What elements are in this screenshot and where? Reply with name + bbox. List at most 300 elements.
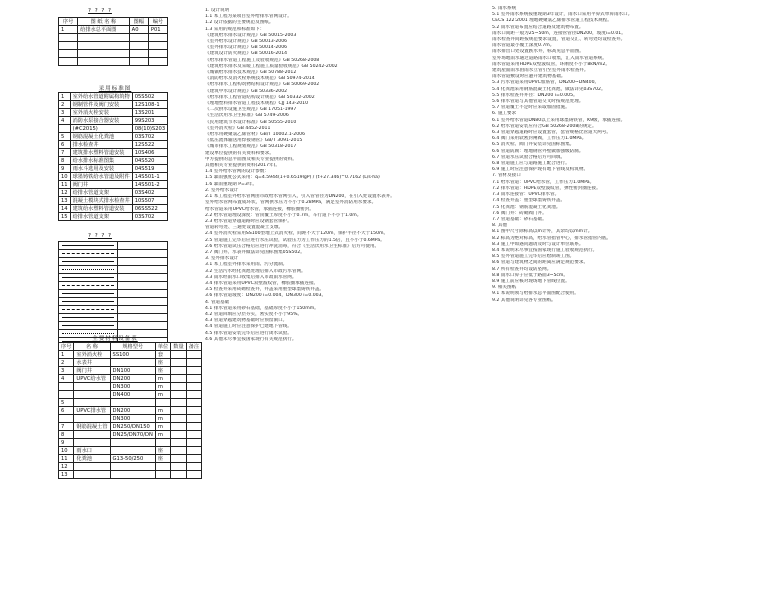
- notes-a-line: 4.6 其他未尽事宜按国家现行有关规范执行。: [205, 336, 297, 342]
- materials-row: [59, 407, 202, 415]
- notes-a-line: 管道转弯处、三通处设置混凝土支墩。: [205, 225, 284, 231]
- notes-b-line: 7.7 管道基础：砂石基础。: [492, 216, 547, 222]
- materials-cell: [171, 399, 186, 407]
- materials-row: [59, 359, 202, 367]
- drawing-list-cell: [59, 42, 78, 50]
- notes-b-line: 8. 其他: [492, 223, 508, 229]
- notes-b-line: 8.1 图中尺寸除标高以m计外，其余均以mm计。: [492, 229, 593, 235]
- materials-cell: [74, 391, 110, 399]
- materials-row: [59, 375, 202, 383]
- materials-cell: 9: [59, 439, 74, 447]
- materials-row: [59, 463, 202, 471]
- materials-cell: [110, 439, 155, 447]
- materials-cell: [186, 407, 201, 415]
- legend-symbol: [59, 322, 118, 330]
- standards-cell: 排水检查井: [70, 141, 132, 149]
- materials-cell: [186, 399, 201, 407]
- materials-cell: 7: [59, 423, 74, 431]
- drawing-list-cell: [59, 34, 78, 42]
- materials-row: [59, 439, 202, 447]
- standards-cell: 03S702: [132, 133, 167, 141]
- standards-row: [59, 157, 168, 165]
- standards-cell: 08(10)S203: [132, 125, 167, 133]
- materials-cell: [186, 471, 201, 479]
- standards-cell: 4: [59, 117, 71, 125]
- notes-b-line: 6. 施工要求: [492, 111, 517, 117]
- materials-row: [59, 471, 202, 479]
- standards-cell: 消防水泵接合器安装: [70, 117, 132, 125]
- notes-b-line: 7.2 排水管道：HDPE双壁波纹管，弹性密封圈连接。: [492, 185, 601, 191]
- standards-row: [59, 93, 168, 101]
- notes-a-line: 3.1 本工程室外排水采用雨、污分流制。: [205, 262, 288, 268]
- notes-a-line: 《给水排水工程管道结构设计规范》GB 50332-2002: [205, 94, 315, 100]
- notes-b-line: 6.5 消火栓、阀门井安装详见国标图集。: [492, 142, 575, 148]
- materials-cell: m: [155, 391, 170, 399]
- legend-symbol: [59, 306, 118, 314]
- notes-b-line: 5.1 室外雨水系统按重现期3年设计，雨水口采用平箅式单箅雨水口。: [492, 12, 633, 18]
- drawing-list-row: [59, 26, 168, 34]
- materials-cell: 12: [59, 463, 74, 471]
- drawing-list-header-cell: 编号: [148, 18, 167, 26]
- standards-cell: (#C2015): [70, 125, 132, 133]
- drawing-list-cell: [148, 50, 167, 58]
- materials-header-row: [59, 343, 202, 351]
- drawing-list-cell: [59, 58, 78, 66]
- legend-row: [59, 250, 168, 258]
- legend-line-icon: [62, 261, 114, 262]
- notes-a-line: 室外给水管网布置成环状，管网供水压力不小于0.28MPa，满足室外消防用水要求。: [205, 200, 377, 206]
- standards-cell: 12S522: [132, 141, 167, 149]
- materials-cell: [110, 463, 155, 471]
- legend-row: [59, 258, 168, 266]
- standards-row: [59, 133, 168, 141]
- drawing-list-cell: A0: [129, 26, 148, 34]
- notes-a-line: 《给水排水工程构筑物结构设计规范》GB 50069-2002: [205, 82, 320, 88]
- notes-a-line: 3.3 雨水经雨水口收集后排入市政雨水管网。: [205, 274, 297, 280]
- materials-cell: 座: [155, 455, 170, 463]
- materials-cell: [171, 471, 186, 479]
- standards-row: [59, 197, 168, 205]
- materials-cell: [74, 463, 110, 471]
- standards-cell: 钢筋混凝土化粪池: [70, 133, 132, 141]
- standards-row: [59, 149, 168, 157]
- notes-b-line: 室外场地雨水通过道路雨水口收集，汇入雨水管道系统。: [492, 55, 607, 61]
- materials-cell: [171, 375, 186, 383]
- legend-row: [59, 274, 168, 282]
- notes-b-line: 5.5 排水检查井井径：DN200 i=0.005。: [492, 92, 578, 98]
- materials-row: [59, 415, 202, 423]
- materials-row: [59, 351, 202, 359]
- notes-b-line: 9.2 其他说明详见各专业图纸。: [492, 297, 556, 303]
- notes-column-b: [492, 6, 754, 603]
- standards-row: [59, 213, 168, 221]
- notes-a-line: 3.5 检查井采用砖砌检查井，井盖采用重型球墨铸铁井盖。: [205, 287, 325, 293]
- legend-line-icon: [62, 285, 114, 286]
- notes-a-line: 3. 室外排水设计: [205, 256, 239, 262]
- standards-row: [59, 141, 168, 149]
- notes-a-line: 《消防给水及消火栓系统技术规范》GB 50974-2014: [205, 76, 315, 82]
- materials-cell: 6: [59, 407, 74, 415]
- notes-b-line: 6.6 管道防腐：埋地钢管外壁做加强级防腐。: [492, 148, 584, 154]
- legend-symbol: [59, 298, 118, 306]
- standards-cell: 8: [59, 157, 71, 165]
- materials-header-cell: 备注: [186, 343, 201, 351]
- drawing-list-header-cell: 图幅: [129, 18, 148, 26]
- notes-b-line: 5.7 管道覆土不足时应采取加固措施。: [492, 105, 570, 111]
- materials-cell: [186, 351, 201, 359]
- drawing-list-row: [59, 42, 168, 50]
- notes-a-line: 3.4 排水管道采用UPVC双壁波纹管，橡胶圈承插连接。: [205, 280, 319, 286]
- drawing-list-cell: [78, 50, 129, 58]
- legend-label: [118, 282, 168, 290]
- materials-cell: DN200: [110, 375, 155, 383]
- notes-b-line: 8.5 室外管道施工完毕后应绘制竣工图。: [492, 254, 575, 260]
- standards-cell: 03S702: [132, 213, 167, 221]
- standards-cell: 9: [59, 165, 71, 173]
- notes-b-line: 8.2 标高为绝对标高，给水管指管中心，排水管指管内底。: [492, 235, 612, 241]
- standards-cell: 11: [59, 181, 71, 189]
- notes-a-line: 《低压流体输送用焊接钢管》GB/T 3091-2015: [205, 138, 303, 144]
- standards-cell: 10S406: [132, 149, 167, 157]
- notes-a-line: 4.5 排水管道安装完毕后应进行闭水试验。: [205, 330, 292, 336]
- materials-cell: m: [155, 407, 170, 415]
- legend-symbol: [59, 258, 118, 266]
- standards-cell: 2: [59, 101, 71, 109]
- notes-a-line: 《给水排水管道工程施工及验收规范》GB 50268-2008: [205, 57, 320, 63]
- notes-b-line: 6.2 给水管道安装应符合GB 50268-2008的规定。: [492, 123, 597, 129]
- materials-cell: [171, 391, 186, 399]
- materials-cell: [171, 415, 186, 423]
- materials-cell: [171, 439, 186, 447]
- materials-cell: [171, 367, 186, 375]
- notes-b-line: 5.3 污水管道采用UPVC加筋管，DN200~DN400。: [492, 80, 600, 86]
- notes-a-line: 甲方提供的总平面图及相关专业提供的资料。: [205, 156, 297, 162]
- materials-cell: [74, 471, 110, 479]
- standards-cell: 建筑给水塑料管道安装: [70, 205, 132, 213]
- notes-a-line: 2.2 给水管道埋设深度：管顶覆土厚度不小于0.7m，车行道下不小于1.0m。: [205, 212, 362, 218]
- legend-line-icon: [62, 253, 114, 254]
- materials-cell: 座: [155, 367, 170, 375]
- materials-cell: [110, 447, 155, 455]
- materials-row: [59, 455, 202, 463]
- standards-cell: 3: [59, 109, 71, 117]
- materials-row: [59, 431, 202, 439]
- legend-line-icon: [62, 293, 114, 294]
- legend-label: [118, 314, 168, 322]
- notes-a-line: 2.5 管道施工完毕后应进行水压试验，试验压力为工作压力的1.5倍，且不小于0.6MPa。: [205, 237, 385, 243]
- materials-header-cell: 名 称: [74, 343, 110, 351]
- standards-cell: 14S501-1: [132, 173, 167, 181]
- materials-cell: 11: [59, 455, 74, 463]
- drawing-list-cell: [129, 50, 148, 58]
- legend-label: [118, 266, 168, 274]
- notes-a-line: 《城镇给水排水技术规范》GB 50788-2012: [205, 70, 297, 76]
- notes-a-line: 《室外排水设计规范》GB 50014-2006: [205, 45, 288, 51]
- legend-row: [59, 314, 168, 322]
- notes-b-line: 7.6 阀门井：砖砌阀门井。: [492, 210, 547, 216]
- materials-table: [58, 342, 202, 479]
- legend-row: [59, 322, 168, 330]
- standards-row: [59, 173, 168, 181]
- materials-cell: [74, 431, 110, 439]
- notes-a-line: 1.1 本工程为某项目室外给排水管网设计。: [205, 14, 292, 20]
- materials-cell: 3: [59, 367, 74, 375]
- notes-b-line: 6.4 阀门采用软密封闸阀，工作压力1.0MPa。: [492, 136, 587, 142]
- materials-row: [59, 367, 202, 375]
- notes-b-line: 7. 管材及接口: [492, 173, 521, 179]
- standards-cell: 14: [59, 205, 71, 213]
- notes-b-line: 7.3 雨水连接管：UPVC排水管。: [492, 192, 560, 198]
- standards-cell: 钢制管件及阀门安装: [70, 101, 132, 109]
- materials-header-cell: 规格型号: [110, 343, 155, 351]
- notes-column-a: [205, 8, 430, 603]
- notes-a-line: 3.6 排水管道坡度：DN200 i=0.004，DN300 i=0.003。: [205, 293, 327, 299]
- notes-a-line: 1.2 设计依据的主要规范及图纸。: [205, 20, 274, 26]
- notes-b-line: 6.7 管道水压试验合格后方可回填。: [492, 154, 566, 160]
- legend-line-icon: [62, 277, 114, 278]
- standards-table: [58, 92, 168, 221]
- materials-cell: DN25/DN70/DN: [110, 431, 155, 439]
- notes-a-line: 《建筑设计防火规范》GB 50016-2014: [205, 51, 288, 57]
- materials-cell: 雨水口: [74, 447, 110, 455]
- legend-row: [59, 282, 168, 290]
- standards-cell: 14S501-2: [132, 181, 167, 189]
- notes-a-line: 《二次供水设施卫生规范》GB 17051-1997: [205, 107, 297, 113]
- materials-cell: [74, 439, 110, 447]
- materials-cell: m: [155, 415, 170, 423]
- legend-symbol: [59, 250, 118, 258]
- notes-a-line: 2.1 本工程室外给水管网由市政给水管网引入，引入管管径为DN200，在引入处设置水表井。: [205, 194, 395, 200]
- materials-cell: 10: [59, 447, 74, 455]
- notes-a-line: 1.3 采用的规范和标准如下：: [205, 26, 265, 32]
- notes-b-line: 5.2 雨水管道布置应结合道路及建筑物布置。: [492, 24, 584, 30]
- materials-cell: 5: [59, 399, 74, 407]
- materials-cell: [59, 415, 74, 423]
- standards-cell: 06SS522: [132, 205, 167, 213]
- materials-cell: UPVC排水管: [74, 407, 110, 415]
- legend-row: [59, 290, 168, 298]
- legend-line-icon: [62, 317, 114, 318]
- notes-a-line: 《生活饮用水卫生标准》GB 5749-2006: [205, 113, 289, 119]
- notes-b-line: 6.9 施工时应注意保护现有地下管线及构筑物。: [492, 167, 589, 173]
- standards-cell: 13S201: [132, 109, 167, 117]
- legend-line-icon: [62, 325, 114, 326]
- materials-cell: DN250/DN150: [110, 423, 155, 431]
- notes-a-line: 其他相关专业提供的资料(2017年)。: [205, 163, 280, 169]
- materials-cell: [171, 447, 186, 455]
- standards-cell: 5: [59, 133, 71, 141]
- legend-label: [118, 290, 168, 298]
- materials-cell: 13: [59, 471, 74, 479]
- notes-b-line: 7.4 检查井盖：重型球墨铸铁井盖。: [492, 198, 566, 204]
- materials-cell: [186, 375, 201, 383]
- notes-b-line: 雨水管道最小覆土深度0.7m。: [492, 43, 555, 49]
- drawing-list-cell: [129, 34, 148, 42]
- notes-b-line: 8.9 施工前应核对现场地下管线位置。: [492, 278, 570, 284]
- legend-title: ? ? ? ?: [88, 233, 112, 239]
- materials-cell: 4: [59, 375, 74, 383]
- materials-cell: [155, 463, 170, 471]
- materials-cell: [171, 455, 186, 463]
- drawing-list-header-cell: 图 纸 名 称: [78, 18, 129, 26]
- materials-cell: [171, 423, 186, 431]
- materials-cell: 水表井: [74, 359, 110, 367]
- notes-a-line: 4.3 管道穿越建筑物基础时应预留洞口。: [205, 318, 288, 324]
- materials-header-cell: 数量: [171, 343, 186, 351]
- legend-label: [118, 298, 168, 306]
- materials-cell: [186, 463, 201, 471]
- legend-label: [118, 306, 168, 314]
- notes-a-line: 4.2 管道回填应分层夯实，密实度不小于95%。: [205, 311, 303, 317]
- materials-cell: [74, 415, 110, 423]
- notes-b-line: 8.4 本说明未尽事宜按国家现行施工验收规范执行。: [492, 247, 598, 253]
- materials-row: [59, 383, 202, 391]
- drawing-list-row: [59, 50, 168, 58]
- legend-symbol: [59, 266, 118, 274]
- notes-b-line: 8.7 所有检查井均设防坠网。: [492, 266, 552, 272]
- materials-cell: [110, 471, 155, 479]
- notes-b-line: 7.1 给水管道：UPVC给水管，工作压力1.0MPa。: [492, 179, 595, 185]
- legend-label: [118, 242, 168, 250]
- materials-cell: [171, 383, 186, 391]
- standards-cell: 15: [59, 213, 71, 221]
- materials-cell: 套: [155, 351, 170, 359]
- materials-cell: [186, 447, 201, 455]
- notes-a-line: 2. 室外给水设计: [205, 187, 239, 193]
- notes-b-line: 雨水检查井间距按规范要求设置，管道交汇、转弯处均设检查井。: [492, 37, 626, 43]
- legend-label: [118, 258, 168, 266]
- notes-b-line: 5. 雨水系统: [492, 6, 517, 11]
- legend-row: [59, 298, 168, 306]
- drawing-list-cell: P01: [148, 26, 167, 34]
- materials-title: 主要材料设备表: [92, 336, 138, 342]
- notes-a-line: 《建筑给水排水设计规范》GB 50015-2003: [205, 32, 297, 38]
- standards-cell: 04S520: [132, 157, 167, 165]
- materials-cell: m: [155, 431, 170, 439]
- notes-a-line: 4. 管道基础: [205, 299, 230, 305]
- materials-cell: 1: [59, 351, 74, 359]
- drawing-list-title: ? ? ? ?: [88, 8, 112, 14]
- materials-cell: SS100: [110, 351, 155, 359]
- materials-cell: [171, 351, 186, 359]
- standards-cell: 球墨铸铁给水管道及附件: [70, 173, 132, 181]
- notes-b-line: 6.3 管道穿越道路时应设置套管，套管规格比管道大两号。: [492, 130, 612, 136]
- drawing-list-cell: [78, 42, 129, 50]
- legend-table: [58, 241, 168, 346]
- materials-cell: m: [155, 423, 170, 431]
- standards-cell: 雨水斗选用及安装: [70, 165, 132, 173]
- materials-cell: [171, 359, 186, 367]
- legend-symbol: [59, 282, 118, 290]
- materials-cell: UPVC给水管: [74, 375, 110, 383]
- notes-a-line: 1.4 室外给水管网的设计参数：: [205, 169, 269, 175]
- notes-a-line: 《民用建筑节水设计标准》GB 50555-2010: [205, 119, 297, 125]
- drawing-list-header-cell: 序号: [59, 18, 78, 26]
- notes-b-line: 5.4 化粪池采用钢筋混凝土化粪池，做法详见03S702。: [492, 86, 606, 92]
- standards-cell: 10: [59, 173, 71, 181]
- legend-label: [118, 274, 168, 282]
- notes-a-line: 《埋地塑料排水管道工程技术规程》CJJ 143-2010: [205, 101, 308, 107]
- materials-cell: [186, 391, 201, 399]
- notes-b-line: 雨水口间距一般为25~50m，连接管管径DN200，坡度i=0.01。: [492, 30, 626, 36]
- standards-cell: 6: [59, 141, 71, 149]
- materials-row: [59, 447, 202, 455]
- legend-label: [118, 322, 168, 330]
- standards-cell: 建筑排水塑料管道安装: [70, 149, 132, 157]
- standards-cell: 室外给水管道附属构筑物: [70, 93, 132, 101]
- materials-cell: [186, 359, 201, 367]
- materials-cell: m: [155, 375, 170, 383]
- notes-b-line: 雨水排出口处设置跌水井，标高见总平面图。: [492, 49, 584, 55]
- notes-b-line: 9.1 本说明须与给排水总平面图配合使用。: [492, 291, 579, 297]
- notes-b-line: 7.5 化粪池：钢筋混凝土化粪池。: [492, 204, 561, 210]
- standards-cell: 7: [59, 149, 71, 157]
- notes-b-line: 8.3 施工中如遇问题请及时与设计单位联系。: [492, 241, 584, 247]
- drawing-list-cell: [148, 34, 167, 42]
- drawing-list-table: [58, 17, 168, 66]
- standards-row: [59, 205, 168, 213]
- standards-title: 采用标准图: [98, 86, 132, 92]
- legend-symbol: [59, 290, 118, 298]
- materials-row: [59, 391, 202, 399]
- materials-cell: [171, 407, 186, 415]
- legend-row: [59, 242, 168, 250]
- notes-a-line: 4.1 排水管道采用砂石基础，基础厚度不小于150mm。: [205, 305, 319, 311]
- materials-cell: 座: [155, 359, 170, 367]
- standards-cell: 12: [59, 189, 71, 197]
- materials-cell: G13-50/250: [110, 455, 155, 463]
- notes-a-line: 2.6 给水管道试压合格后应进行冲洗消毒，符合《生活饮用水卫生标准》后方可使用。: [205, 243, 380, 249]
- drawing-list-cell: [129, 42, 148, 50]
- materials-cell: [155, 439, 170, 447]
- standards-cell: 99S203: [132, 117, 167, 125]
- notes-a-line: 4.4 管道施工时应注意保护已建地下管线。: [205, 324, 292, 330]
- materials-header-cell: 单位: [155, 343, 170, 351]
- materials-row: [59, 423, 202, 431]
- materials-cell: [186, 439, 201, 447]
- materials-cell: [74, 399, 110, 407]
- materials-cell: [186, 367, 201, 375]
- legend-symbol: [59, 314, 118, 322]
- standards-cell: 04S519: [132, 165, 167, 173]
- materials-header-cell: 序号: [59, 343, 74, 351]
- materials-cell: [186, 431, 201, 439]
- materials-cell: 阀门井: [74, 367, 110, 375]
- materials-cell: m: [155, 383, 170, 391]
- materials-cell: DN300: [110, 415, 155, 423]
- drawing-list-row: [59, 34, 168, 42]
- materials-cell: [59, 391, 74, 399]
- legend-line-icon: [62, 309, 114, 310]
- drawing-list-cell: 给排水总平面图: [78, 26, 129, 34]
- legend-row: [59, 266, 168, 274]
- notes-a-line: 1.5 暴雨强度公式采用：q=4.5944(1+0.6519lgP) / (t+27.346)^0.7162 (L/s·ha): [205, 175, 380, 181]
- notes-a-line: 给水管道采用UPVC给水管，承插连接，橡胶圈密封。: [205, 206, 314, 212]
- legend-symbol: [59, 274, 118, 282]
- notes-a-line: 建设单位提供的有关资料和要求。: [205, 150, 274, 156]
- drawing-list-cell: [78, 58, 129, 66]
- notes-b-line: 6.1 室外给水管道DN80以上采用球墨铸铁管，K9级，承插连接。: [492, 117, 626, 123]
- notes-b-line: CECS 122:2001 埋地硬聚氯乙烯排水管道工程技术规程。: [492, 18, 612, 24]
- materials-cell: [186, 455, 201, 463]
- drawing-list-cell: [59, 50, 78, 58]
- standards-cell: 1: [59, 93, 71, 101]
- drawing-list-cell: 1: [59, 26, 78, 34]
- materials-cell: [155, 399, 170, 407]
- notes-b-line: 雨水管道采用HDPE双壁波纹管，环刚度不小于8kN/m2。: [492, 61, 610, 67]
- standards-cell: 12S108-1: [132, 101, 167, 109]
- drawing-list-cell: [78, 34, 129, 42]
